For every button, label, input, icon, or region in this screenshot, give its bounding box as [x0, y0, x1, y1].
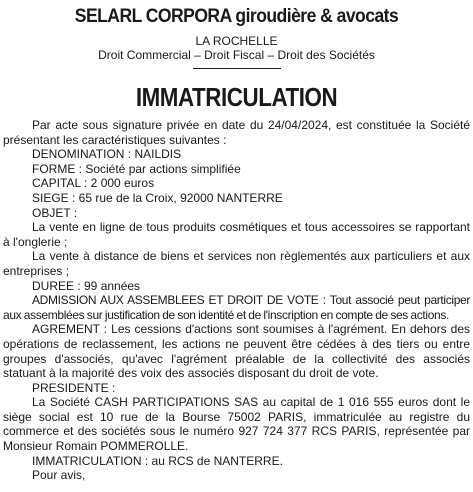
presidente-paragraph: La Société CASH PARTICIPATIONS SAS au capital de 1 016 555 euros dont le siège social est 10 rue de la Bourse 75002 PARIS, immatriculée au registre du commerce et des sociétés sous le numéro 927 724 377 RCS PARIS, représentée par Monsieur Romain POMMEROLLE. — [3, 395, 470, 454]
siege-line: SIEGE : 65 rue de la Croix, 92000 NANTERRE — [32, 190, 283, 205]
notice-title: IMMATRICULATION — [135, 82, 338, 112]
capital-line: CAPITAL : 2 000 euros — [32, 176, 155, 191]
firm-specialties: Droit Commercial – Droit Fiscal – Droit des Sociétés — [98, 48, 375, 62]
denomination-line: DENOMINATION : NAILDIS — [32, 147, 182, 162]
objet-item: La vente à distance de biens et services non règlementés aux particuliers et aux entreprises ; — [3, 249, 470, 278]
legal-notice — [0, 4, 473, 492]
agrement-paragraph: AGREMENT : Les cessions d'actions sont soumises à l'agrément. En dehors des opérations de reclassement, les actions ne peuvent être cédées à des tiers ou entre groupes d'associés, qu'avec l'agrément préalable de la collectivité des associés statuant à la majorité des voix des associés disposant du droit de vote. — [3, 322, 470, 381]
firm-city: LA ROCHELLE — [195, 34, 278, 48]
closing-line: Pour avis, — [32, 468, 86, 483]
objet-item: La vente en ligne de tous produits cosmétiques et tous accessoires se rapportant à l'onglerie ; — [3, 220, 470, 249]
firm-name: SELARL CORPORA giroudière & avocats — [74, 5, 399, 27]
forme-line: FORME : Société par actions simplifiée — [32, 161, 241, 176]
admission-paragraph: ADMISSION AUX ASSEMBLEES ET DROIT DE VOTE : Tout associé peut participer aux assemblées sur justification de son identité et de l'inscription en compte de ses actions. — [3, 293, 470, 322]
header-divider — [193, 68, 281, 69]
objet-heading: OBJET : — [32, 205, 78, 220]
immatriculation-line: IMMATRICULATION : au RCS de NANTERRE. — [32, 453, 283, 468]
presidente-heading: PRESIDENTE : — [32, 380, 116, 395]
notice-intro: Par acte sous signature privée en date du 24/04/2024, est constituée la Société présentant les caractéristiques suivantes : — [3, 118, 470, 147]
notice-body — [3, 118, 470, 483]
duree-line: DUREE : 99 années — [32, 278, 141, 293]
